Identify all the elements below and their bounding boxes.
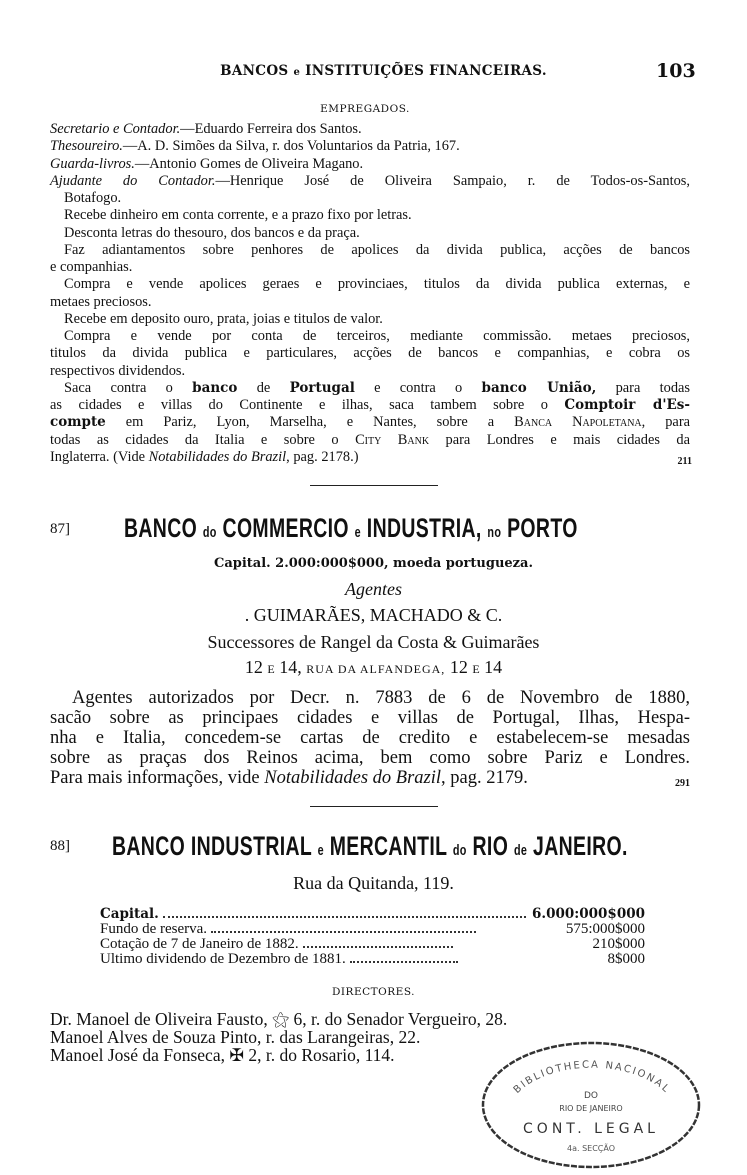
text-line: Compra e vende por conta de terceiros, mediante commissão. metaes preciosos,: [64, 328, 690, 344]
page-number: 103: [656, 60, 696, 82]
text-line: nha e Italia, concedem-se cartas de credito e estabelecem-se mesadas: [50, 728, 690, 748]
svg-text:DO: DO: [583, 1091, 599, 1101]
director-line: Dr. Manoel de Oliveira Fausto, ⚝ 6, r. do Senador Vergueiro, 28.: [50, 1009, 508, 1029]
table-row: Fundo de reserva. 575:000$000: [100, 921, 645, 937]
successors-line: Successores de Rangel da Costa & Guimarães: [207, 632, 540, 652]
text-line: Para mais informações, vide Notabilidades do Brazil, pag. 2179. 291: [50, 768, 690, 788]
running-header: [0, 62, 747, 80]
running-header-title: BANCOS e INSTITUIÇÕES FINANCEIRAS.: [220, 63, 547, 79]
text-line: e companhias.: [50, 259, 133, 275]
entry-title: BANCO INDUSTRIAL e MERCANTIL do RIO de JANEIRO.: [112, 831, 628, 861]
svg-text:4a. SECÇÃO: 4a. SECÇÃO: [566, 1144, 616, 1153]
agents-label: Agentes: [345, 579, 402, 599]
reference-number: 211: [677, 455, 692, 467]
agents-paragraph: [50, 688, 690, 789]
entry-number: 88]: [50, 838, 70, 854]
entry-number: 87]: [50, 521, 70, 537]
text-line: Compra e vende apolices geraes e provinciaes, titulos da divida publica externas, e: [64, 276, 690, 293]
text-line: as cidades e villas do Continente e ilhas, saca tambem sobre o Comptoir d'Es-: [50, 397, 690, 413]
director-line: Manoel José da Fonseca, ✠ 2, r. do Rosario, 114.: [50, 1045, 395, 1065]
text-line: Desconta letras do thesouro, dos bancos e da praça.: [64, 224, 360, 241]
capital-line: Capital. 2.000:000$000, moeda portugueza.: [213, 556, 534, 571]
text-line: Recebe em deposito ouro, prata, joias e titulos de valor.: [64, 310, 383, 327]
text-line: todas as cidades da Italia e sobre o City Bank para Londres e mais cidades da: [50, 431, 690, 448]
text-line: sacão sobre as principaes cidades e villas de Portugal, Ilhas, Hespa-: [50, 708, 690, 728]
text-line: respectivos dividendos.: [50, 362, 186, 379]
text-line: Saca contra o banco de Portugal e contra o banco União, para todas: [64, 379, 690, 396]
entry-title: BANCO do COMMERCIO e INDUSTRIA, no PORTO: [124, 513, 578, 543]
svg-text:CONT. LEGAL: CONT. LEGAL: [523, 1121, 659, 1137]
table-row: Capital. 6.000:000$000: [100, 906, 645, 922]
svg-text:BIBLIOTHECA NACIONAL: BIBLIOTHECA NACIONAL: [511, 1059, 673, 1096]
reference-number: 291: [675, 778, 690, 789]
library-stamp: [478, 1038, 708, 1173]
table-row: Cotação de 7 de Janeiro de 1882. 210$000: [100, 936, 645, 952]
text-line: Inglaterra. (Vide Notabilidades do Brazil, pag. 2178.) 211: [50, 449, 690, 466]
text-line: Recebe dinheiro em conta corrente, e a prazo fixo por letras.: [64, 207, 412, 224]
section-heading-empregados: EMPREGADOS.: [320, 103, 410, 115]
text-line: metaes preciosos.: [50, 293, 152, 310]
staff-line: Thesoureiro.—A. D. Simões da Silva, r. dos Voluntarios da Patria, 167.: [50, 138, 460, 155]
director-line: Manoel Alves de Souza Pinto, r. das Larangeiras, 22.: [50, 1027, 421, 1047]
text-line: compte em Pariz, Lyon, Marselha, e Nantes, sobre a Banca Napoletana, para: [50, 414, 690, 431]
order-insignia-icon: ⚝: [272, 1009, 290, 1029]
text-line: Faz adiantamentos sobre penhores de apolices da divida publica, acções de bancos: [64, 241, 690, 258]
directors-list: [50, 1010, 507, 1064]
staff-line: Guarda-livros.—Antonio Gomes de Oliveira Magano.: [50, 155, 364, 172]
divider: [310, 485, 438, 486]
address-line: 12 E 14, RUA DA ALFANDEGA, 12 E 14: [244, 657, 503, 677]
agents-name: . GUIMARÃES, MACHADO & C.: [244, 605, 503, 625]
address-line: Rua da Quitanda, 119.: [293, 873, 454, 893]
financial-table: [100, 907, 645, 967]
text-line: titulos da divida publica e particulares, acções de bancos e companhias, e cobra os: [50, 345, 690, 362]
cross-insignia-icon: ✠: [229, 1045, 245, 1065]
text-line: sobre as praças dos Reinos acima, bem como sobre Pariz e Londres.: [50, 748, 690, 768]
staff-and-services-block: [50, 121, 690, 466]
section-heading-directores: DIRECTORES.: [331, 986, 415, 998]
staff-line-cont: Botafogo.: [64, 190, 122, 206]
divider: [310, 806, 438, 807]
svg-text:RIO DE JANEIRO: RIO DE JANEIRO: [559, 1104, 623, 1113]
staff-line: Ajudante do Contador.—Henrique José de Oliveira Sampaio, r. de Todos-os-Santos,: [50, 172, 690, 189]
table-row: Ultimo dividendo de Dezembro de 1881. 8$000: [100, 951, 645, 967]
staff-line: Secretario e Contador.—Eduardo Ferreira dos Santos.: [50, 121, 362, 137]
text-line: Agentes autorizados por Decr. n. 7883 de 6 de Novembro de 1880,: [72, 688, 690, 708]
